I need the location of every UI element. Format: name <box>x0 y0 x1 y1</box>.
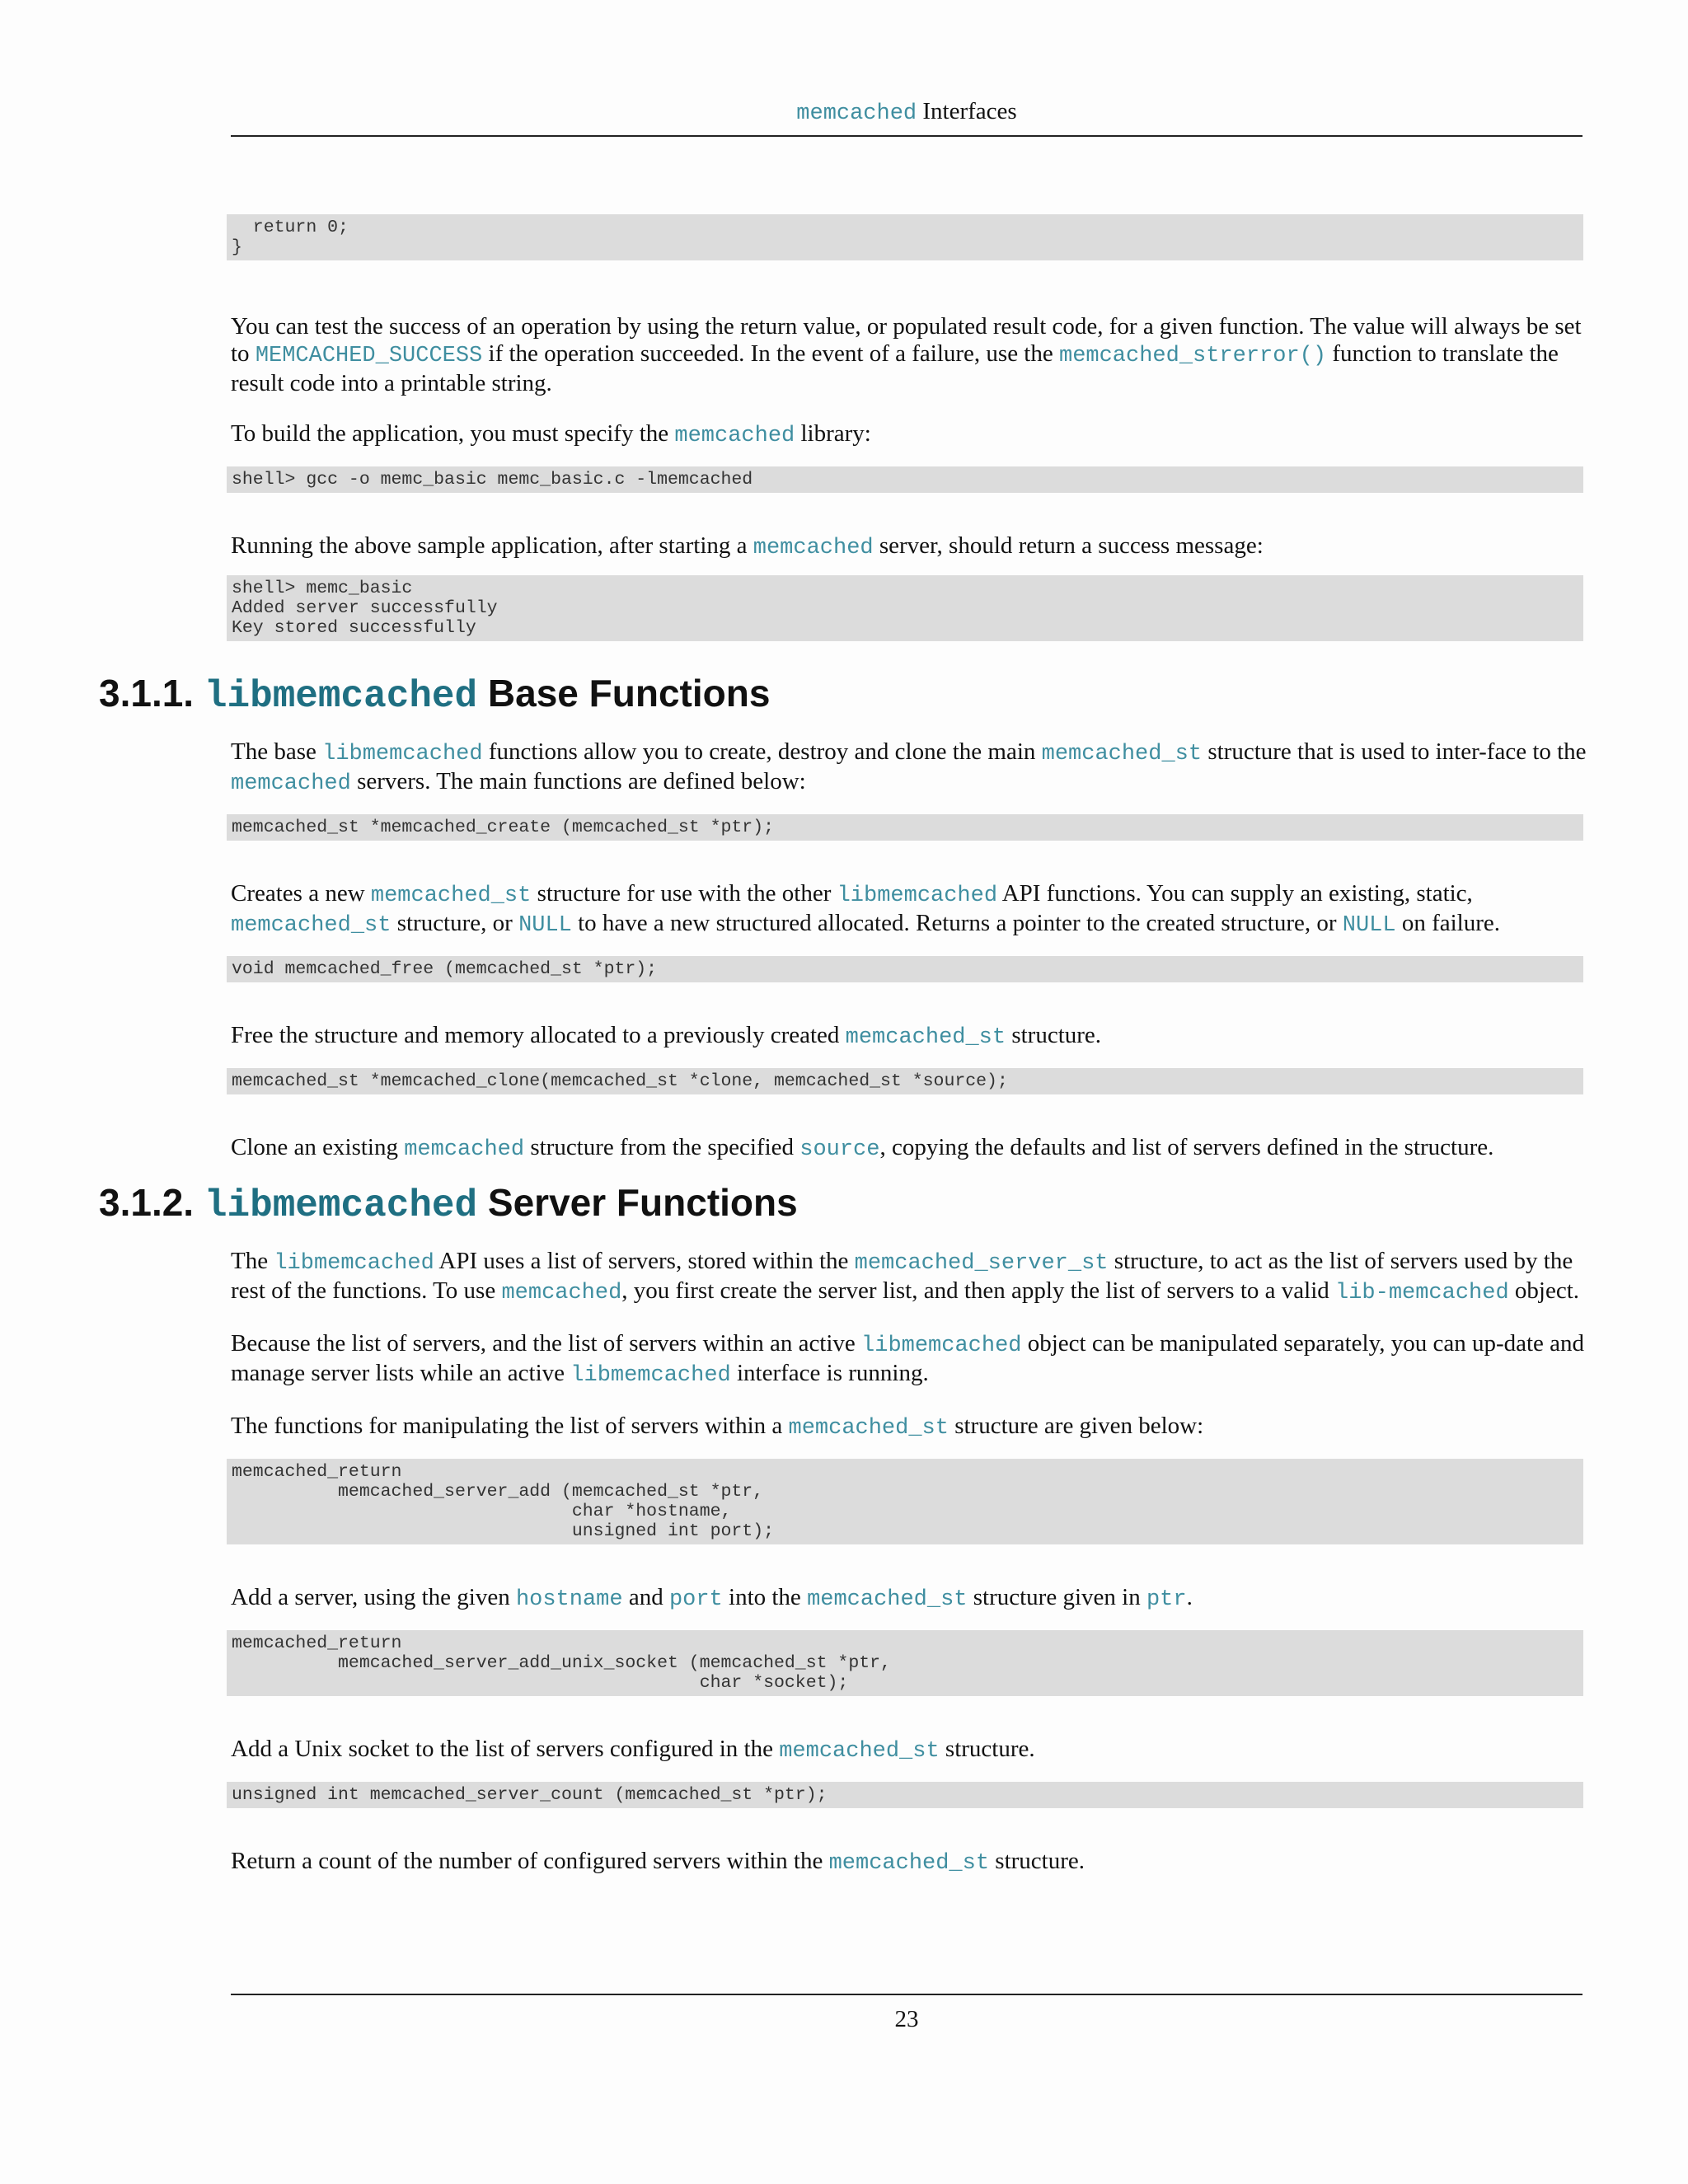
heading-number: 3.1.1. <box>99 672 204 715</box>
inline-code: memcached <box>753 536 874 560</box>
code-block-server-add-unix-socket: memcached_return memcached_server_add_unix_socket (memcached_st *ptr, char *socket); <box>227 1630 1583 1696</box>
inline-code: source <box>799 1137 880 1162</box>
text-run: structure, to act as the list of servers used by the rest of the functions. To use <box>231 1248 1573 1304</box>
header-rule <box>231 135 1582 137</box>
text-run: The base <box>231 738 323 765</box>
text-run: structure. <box>1006 1022 1102 1048</box>
text-run: function to translate the result code into a printable string. <box>231 340 1559 396</box>
paragraph-create <box>231 880 1587 940</box>
text-run: into the <box>722 1584 808 1610</box>
code-block-return: return 0; } <box>227 214 1583 260</box>
inline-code: lib-memcached <box>1335 1281 1509 1305</box>
text-run: functions allow you to create, destroy and clone the main <box>482 738 1042 765</box>
inline-code: libmemcached <box>570 1363 731 1388</box>
text-run: if the operation succeeded. In the event of a failure, use the <box>482 340 1059 367</box>
paragraph-base-functions <box>231 738 1587 798</box>
inline-code: port <box>668 1587 723 1612</box>
inline-code: libmemcached <box>837 883 998 908</box>
inline-code: memcached_st <box>807 1587 968 1612</box>
paragraph-add-server <box>231 1584 1587 1614</box>
text-run: servers. The main functions are defined below: <box>350 768 806 794</box>
text-run: and <box>622 1584 669 1610</box>
inline-code: memcached <box>501 1281 622 1305</box>
heading-text: Server Functions <box>477 1181 798 1224</box>
text-run: Clone an existing <box>231 1134 405 1160</box>
paragraph-running <box>231 532 1587 562</box>
inline-code: memcached <box>231 771 351 796</box>
code-block-memcached-clone: memcached_st *memcached_clone(memcached_st *clone, memcached_st *source); <box>227 1068 1583 1094</box>
section-heading-base-functions <box>99 671 1587 719</box>
text-run: Return a count of the number of configured servers within the <box>231 1848 829 1874</box>
text-run: , you first create the server list, and then apply the list of servers to a valid <box>621 1277 1336 1304</box>
text-run: to have a new structured allocated. Returns a pointer to the created structure, or <box>571 910 1343 936</box>
text-run: structure are given below: <box>948 1413 1204 1439</box>
page-content <box>99 214 1587 1877</box>
text-run: structure given in <box>967 1584 1146 1610</box>
code-block-run-output: shell> memc_basic Added server successfully Key stored successfully <box>227 575 1583 641</box>
section-heading-server-functions <box>99 1180 1587 1228</box>
text-run: Because the list of servers, and the list of servers within an active <box>231 1330 862 1357</box>
inline-code: ptr <box>1146 1587 1187 1612</box>
header-mono: memcached <box>796 101 917 126</box>
code-block-server-add: memcached_return memcached_server_add (memcached_st *ptr, char *hostname, unsigned int port); <box>227 1459 1583 1544</box>
text-run: Add a server, using the given <box>231 1584 516 1610</box>
inline-code: memcached <box>404 1137 525 1162</box>
inline-code: memcached_strerror() <box>1059 344 1327 368</box>
text-run: Add a Unix socket to the list of servers configured in the <box>231 1736 780 1762</box>
inline-code: libmemcached <box>274 1251 434 1276</box>
code-block-server-count: unsigned int memcached_server_count (memcached_st *ptr); <box>227 1782 1583 1808</box>
inline-code: memcached <box>674 424 795 448</box>
paragraph-test-success <box>231 313 1587 397</box>
text-run: Running the above sample application, after starting a <box>231 532 753 559</box>
text-run: server, should return a success message: <box>873 532 1264 559</box>
text-run: structure from the specified <box>524 1134 800 1160</box>
inline-code: memcached_st <box>845 1025 1006 1050</box>
text-run: API functions. You can supply an existing, static, <box>997 880 1473 907</box>
inline-code: memcached_st <box>779 1739 940 1764</box>
heading-mono: libmemcached <box>204 1184 478 1227</box>
heading-number: 3.1.2. <box>99 1181 204 1224</box>
text-run: object can be manipulated separately, you can up-date and manage server lists while an active <box>231 1330 1585 1386</box>
inline-code: memcached_server_st <box>854 1251 1109 1276</box>
text-run: structure for use with the other <box>531 880 837 907</box>
heading-mono: libmemcached <box>204 675 478 718</box>
text-run: structure that is used to inter-face to the <box>1202 738 1587 765</box>
code-block-memcached-free: void memcached_free (memcached_st *ptr); <box>227 956 1583 982</box>
inline-code: memcached_st <box>1041 742 1203 766</box>
inline-code: hostname <box>515 1587 623 1612</box>
text-run: The <box>231 1248 274 1274</box>
page-number: 23 <box>894 2006 919 2032</box>
text-run: structure, or <box>391 910 519 936</box>
text-run: on failure. <box>1395 910 1500 936</box>
inline-code: memcached_st <box>370 883 532 908</box>
paragraph-server-list <box>231 1248 1587 1307</box>
inline-code: NULL <box>1342 913 1396 938</box>
text-run: Free the structure and memory allocated to a previously created <box>231 1022 846 1048</box>
text-run: You can test the success of an operation by using the return value, or populated result code, for a given function. The value will always be set to <box>231 313 1582 367</box>
paragraph-clone <box>231 1134 1587 1164</box>
inline-code: libmemcached <box>861 1333 1022 1358</box>
code-block-gcc: shell> gcc -o memc_basic memc_basic.c -lmemcached <box>227 466 1583 493</box>
text-run: The functions for manipulating the list of servers within a <box>231 1413 789 1439</box>
paragraph-unix-socket <box>231 1736 1587 1765</box>
paragraph-manipulate <box>231 1330 1587 1390</box>
paragraph-free <box>231 1022 1587 1052</box>
text-run: structure. <box>939 1736 1035 1762</box>
paragraph-functions-below <box>231 1413 1587 1442</box>
text-run: library: <box>795 420 871 447</box>
text-run: interface is running. <box>730 1360 929 1386</box>
text-run: structure. <box>989 1848 1085 1874</box>
text-run: object. <box>1508 1277 1580 1304</box>
footer-rule <box>231 1994 1582 1995</box>
text-run: Creates a new <box>231 880 371 907</box>
text-run: To build the application, you must specify the <box>231 420 675 447</box>
heading-text: Base Functions <box>477 672 771 715</box>
inline-code: NULL <box>518 913 572 938</box>
inline-code: memcached_st <box>788 1416 949 1441</box>
text-run: , copying the defaults and list of servers defined in the structure. <box>879 1134 1494 1160</box>
inline-code: MEMCACHED_SUCCESS <box>255 344 483 368</box>
page-header <box>231 92 1582 133</box>
text-run: API uses a list of servers, stored within the <box>434 1248 855 1274</box>
paragraph-build <box>231 420 1587 450</box>
header-text: Interfaces <box>917 98 1017 124</box>
text-run: . <box>1186 1584 1193 1610</box>
inline-code: libmemcached <box>322 742 483 766</box>
code-block-memcached-create: memcached_st *memcached_create (memcached_st *ptr); <box>227 814 1583 841</box>
paragraph-server-count <box>231 1848 1587 1877</box>
inline-code: memcached_st <box>828 1851 990 1876</box>
inline-code: memcached_st <box>231 913 392 938</box>
